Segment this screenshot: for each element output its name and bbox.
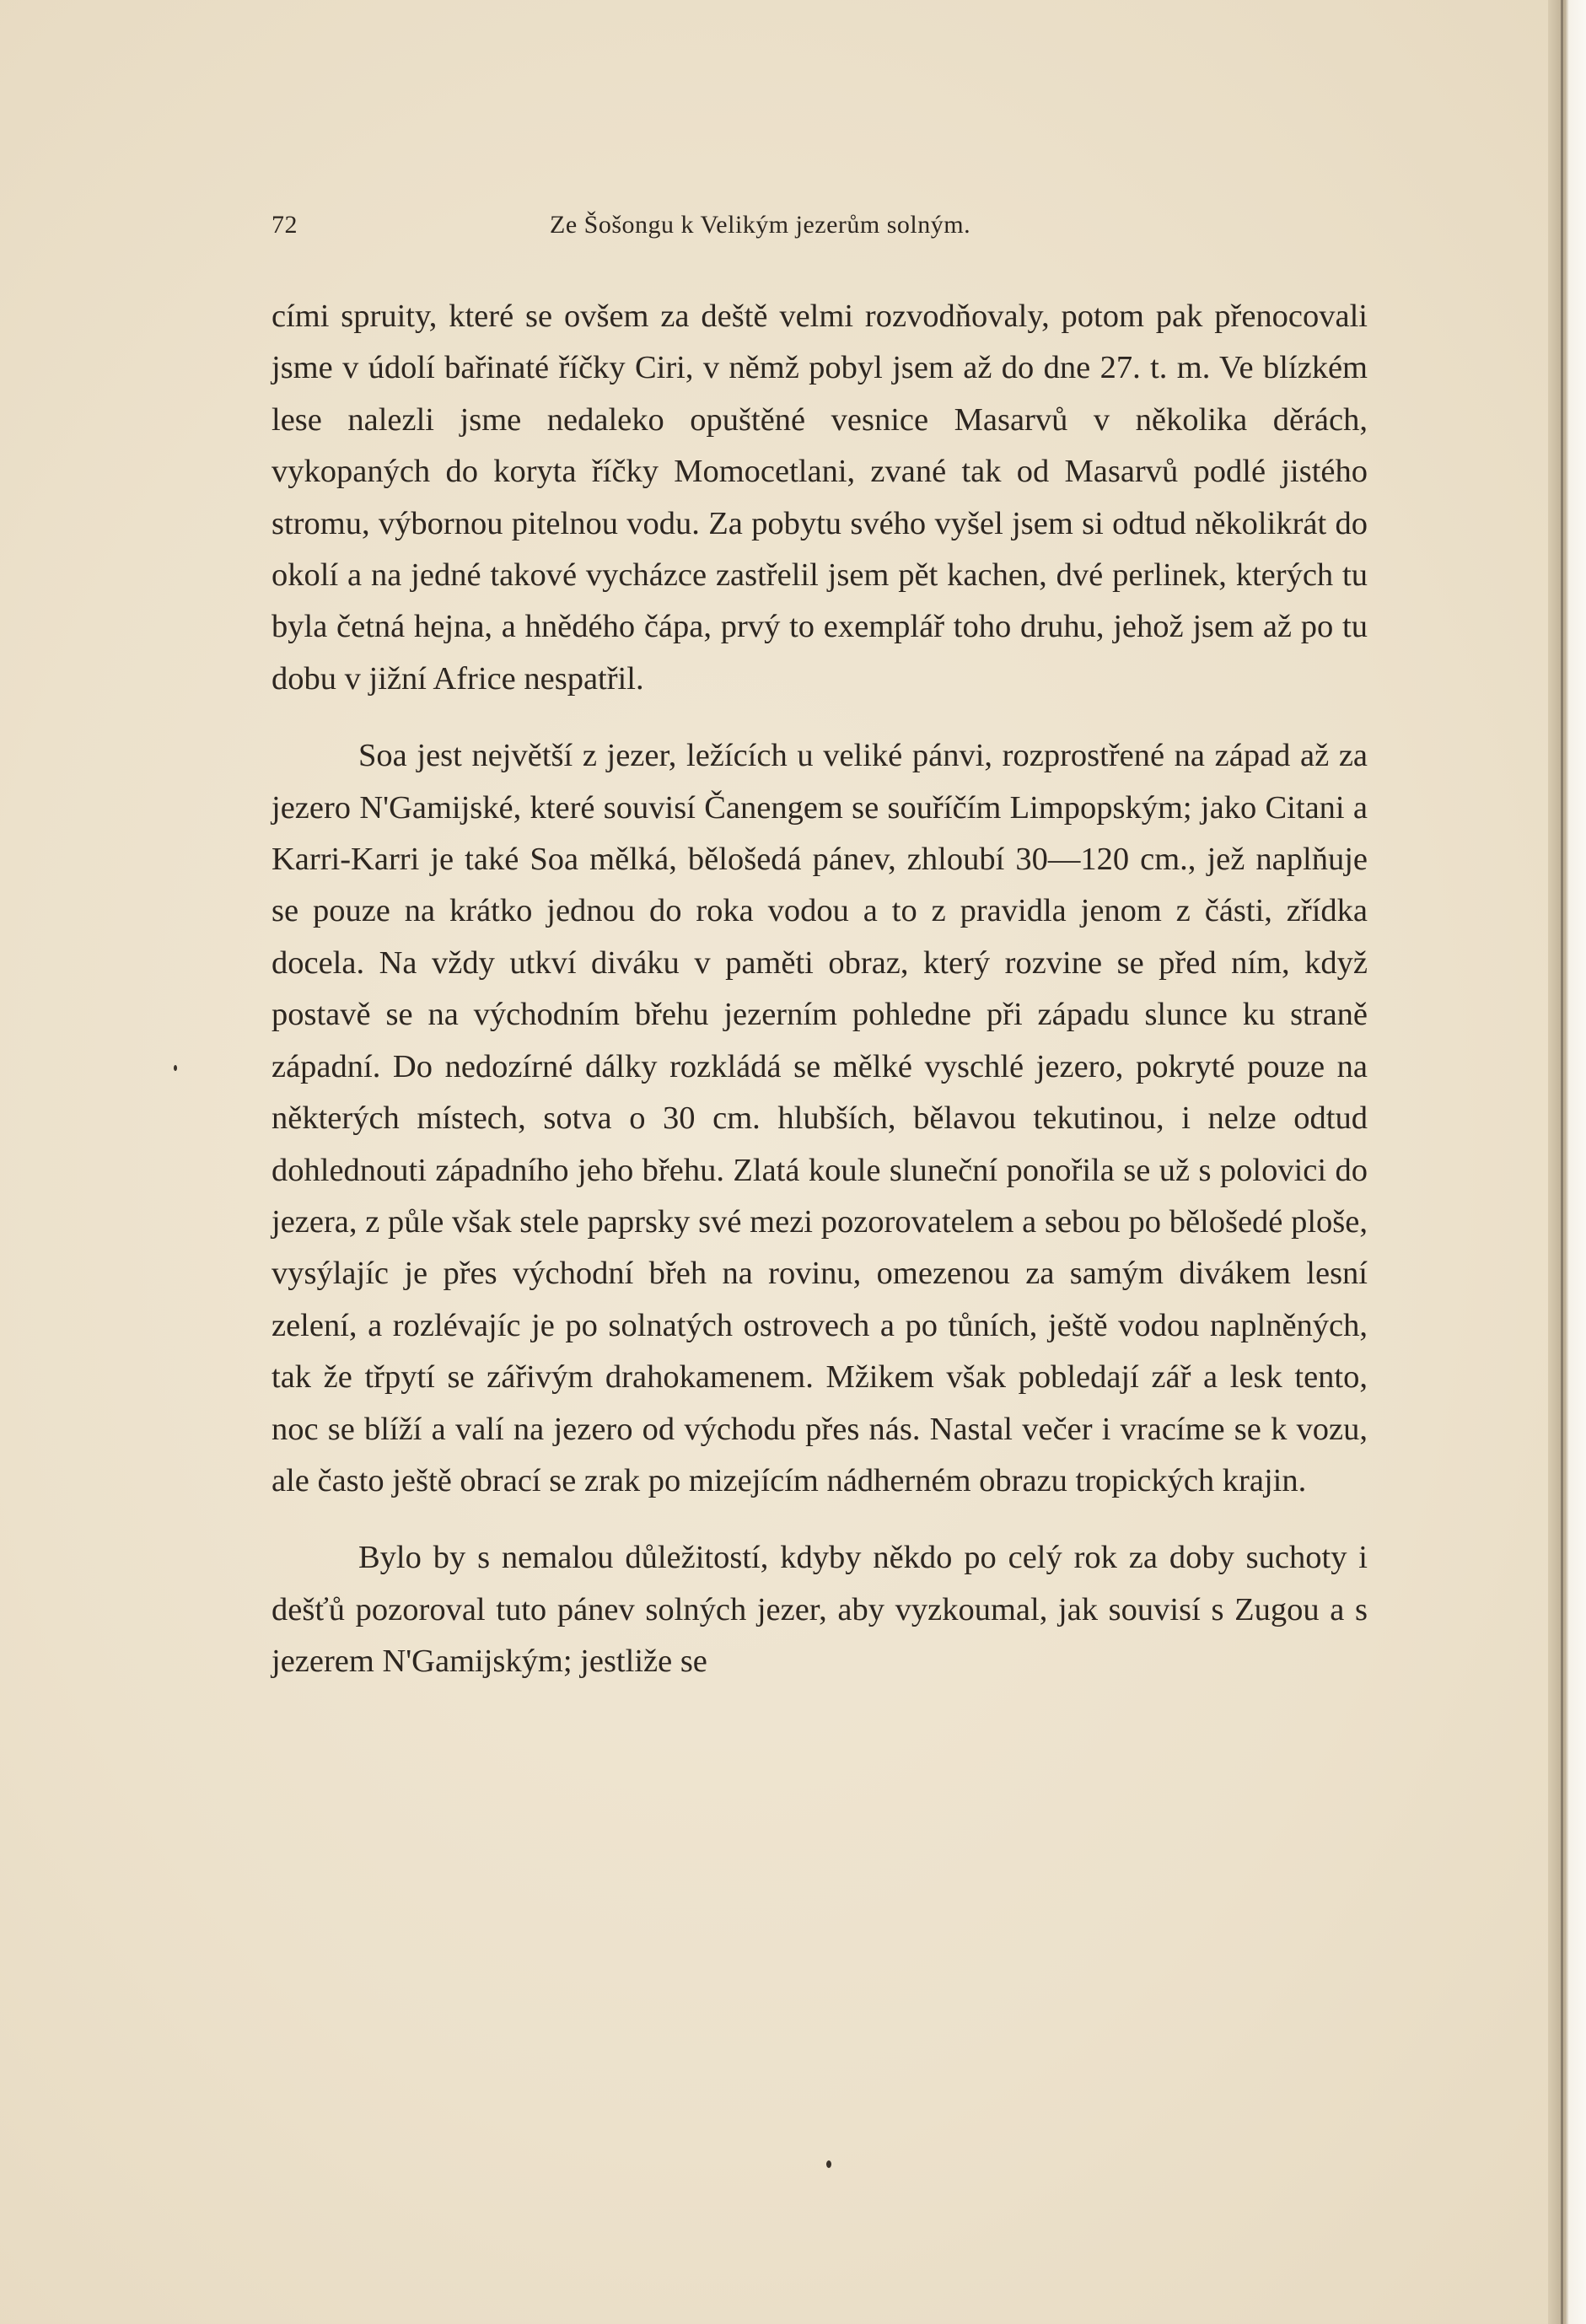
page-header [272, 211, 1368, 248]
page-right-edge [1548, 0, 1586, 2324]
paragraph-1: cími spruity, které se ovšem za deště velmi rozvodňovaly, potom pak přenocovali jsme v údolí bařinaté říčky Ciri, v němž pobyl jsem až do dne 27. t. m. Ve blízkém lese nalezli jsme nedaleko opuštěné vesnice Masarvů v několika děrách, vykopaných do koryta říčky Momocetlani, zvané tak od Masarvů podlé jistého stromu, výbornou pitelnou vodu. Za pobytu svého vyšel jsem si odtud několikrát do okolí a na jedné takové vycházce zastřelil jsem pět kachen, dvé perlinek, kterých tu byla četná hejna, a hnědého čápa, prvý to exemplář toho druhu, jehož jsem až po tu dobu v jižní Africe nespatřil. [272, 299, 1368, 697]
body-text [272, 291, 1368, 1688]
paragraph-2: Soa jest největší z jezer, ležících u veliké pánvi, rozprostřené na západ až za jezero N'Gamijské, které souvisí Čanengem se souříčím Limpopským; jako Citani a Karri-Karri je také Soa mělká, bělošedá pánev, zhloubí 30—120 cm., jež naplňuje se pouze na krátko jednou do roka vodou a to z pravidla jenom z části, zřídka docela. Na vždy utkví diváku v paměti obraz, který rozvine se před ním, když postavě se na východním břehu jezerním pohledne při západu slunce ku straně západní. Do nedozírné dálky rozkládá se mělké vyschlé jezero, pokryté pouze na některých místech, sotva o 30 cm. hlubších, bělavou tekutinou, i nelze odtud dohlednouti západního jeho břehu. Zlatá koule sluneční ponořila se už s polovici do jezera, z půle však stele paprsky své mezi pozorovatelem a sebou po bělošedé ploše, vysýlajíc je přes východní břeh na rovinu, omezenou za samým divákem lesní zelení, a rozlévajíc je po solnatých ostrovech a po tůních, ještě vodou naplněných, tak že třpytí se zářivým drahokamenem. Mžikem však pobledají zář a lesk tento, noc se blíží a valí na jezero od východu přes nás. Nastal večer i vracíme se k vozu, ale často ještě obrací se zrak po mizejícím nádherném obrazu tropických krajin. [272, 738, 1368, 1498]
binding-edge-line [1561, 0, 1563, 2324]
ink-speck [174, 1065, 177, 1071]
ink-speck [826, 2160, 831, 2168]
page-number: 72 [272, 211, 298, 239]
paragraph-3: Bylo by s nemalou důležitostí, kdyby někdo po celý rok za doby suchoty i dešťů pozoroval tuto pánev solných jezer, aby vyzkoumal, jak souvisí s Zugou a s jezerem N'Gamijským; jestliže se [272, 1540, 1368, 1680]
running-title: Ze Šošongu k Velikým jezerům solným. [550, 211, 971, 239]
